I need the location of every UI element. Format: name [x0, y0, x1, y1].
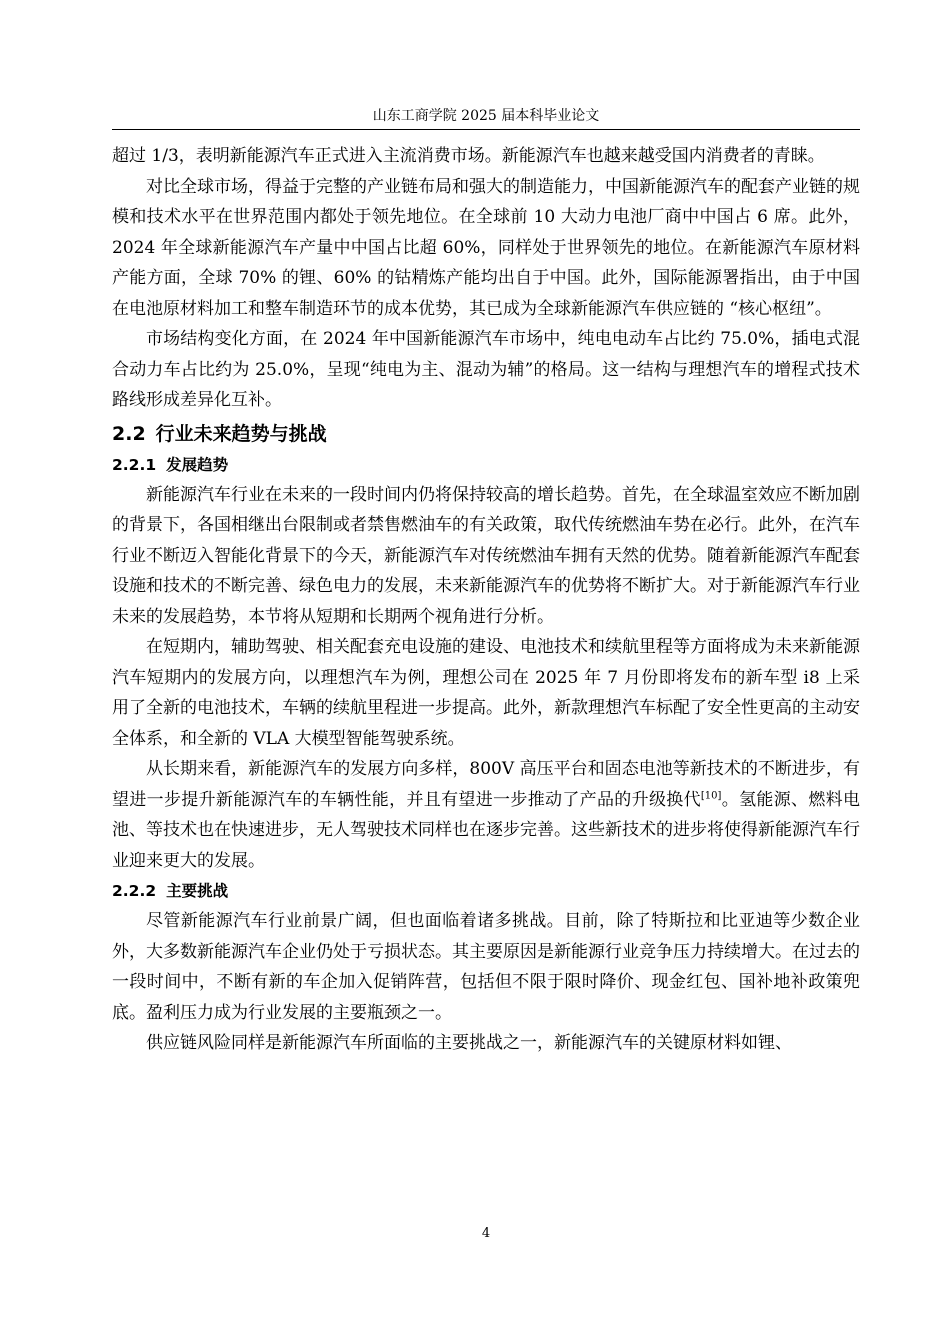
paragraph-6 — [112, 754, 860, 876]
paragraph-5: 在短期内，辅助驾驶、相关配套充电设施的建设、电池技术和续航里程等方面将成为未来新能源汽车短期内的发展方向，以理想汽车为例，理想公司在 2025 年 7 月份即将发布的新车型 i8 上采用了全新的电池技术，车辆的续航里程进一步提高。此外，新款理想汽车标配了安全性更高的主动安全体系，和全新的 VLA 大模型智能驾驶系统。 — [112, 637, 860, 749]
paragraph-4: 新能源汽车行业在未来的一段时间内仍将保持较高的增长趋势。首先，在全球温室效应不断加剧的背景下，各国相继出台限制或者禁售燃油车的有关政策，取代传统燃油车势在必行。此外，在汽车行业不断迈入智能化背景下的今天，新能源汽车对传统燃油车拥有天然的优势。随着新能源汽车配套设施和技术的不断完善、绿色电力的发展，未来新能源汽车的优势将不断扩大。对于新能源汽车行业未来的发展趋势，本节将从短期和长期两个视角进行分析。 — [112, 484, 860, 627]
paragraph-6-main: 从长期来看，新能源汽车的发展方向多样，800V 高压平台和固态电池等新技术的不断进步，有望进一步提升新能源汽车的车辆性能，并且有望进一步推动了产品的升级换代 — [112, 759, 860, 810]
subsection-number: 2.2.1 — [112, 455, 157, 474]
subsection-heading-2-2-1 — [112, 450, 860, 480]
paragraph-1: 超过 1/3，表明新能源汽车正式进入主流消费市场。新能源汽车也越来越受国内消费者的青睐。 — [112, 146, 825, 166]
header-rule — [112, 129, 860, 130]
paragraph-8: 供应链风险同样是新能源汽车所面临的主要挑战之一，新能源汽车的关键原材料如锂、 — [146, 1033, 792, 1053]
subsection-title: 发展趋势 — [166, 455, 229, 474]
section-number: 2.2 — [112, 422, 146, 445]
paragraph-7: 尽管新能源汽车行业前景广阔，但也面临着诸多挑战。目前，除了特斯拉和比亚迪等少数企业外，大多数新能源汽车企业仍处于亏损状态。其主要原因是新能源行业竞争压力持续增大。在过去的一段时间中，不断有新的车企加入促销阵营，包括但不限于限时降价、现金红包、国补地补政策兜底。盈利压力成为行业发展的主要瓶颈之一。 — [112, 911, 860, 1023]
paragraph-2: 对比全球市场，得益于完整的产业链布局和强大的制造能力，中国新能源汽车的配套产业链的规模和技术水平在世界范围内都处于领先地位。在全球前 10 大动力电池厂商中中国占 6 席。此外，2024 年全球新能源汽车产量中中国占比超 60%，同样处于世界领先的地位。在新能源汽车原材料产能方面，全球 70% 的锂、60% 的钴精炼产能均出自于中国。此外，国际能源署指出，由于中国在电池原材料加工和整车制造环节的成本优势，其已成为全球新能源汽车供应链的 “核心枢纽”。 — [112, 176, 860, 319]
page-number: 4 — [481, 1226, 491, 1241]
section-heading-2-2 — [112, 418, 860, 450]
paragraph-6-tail: 。氢能源、燃料电池、等技术也在快速进步，无人驾驶技术同样也在逐步完善。这些新技术的进步将使得新能源汽车行业迎来更大的发展。 — [112, 789, 861, 871]
subsection-title: 主要挑战 — [166, 882, 229, 900]
citation-ref[interactable]: [10] — [700, 789, 722, 801]
subsection-heading-2-2-2 — [112, 876, 860, 906]
document-body — [112, 141, 860, 1059]
paragraph-3: 市场结构变化方面，在 2024 年中国新能源汽车市场中，纯电电动车占比约 75.0%，插电式混合动力车占比约为 25.0%，呈现“纯电为主、混动为辅”的格局。这一结构与理想汽车的增程式技术路线形成差异化互补。 — [112, 329, 860, 410]
subsection-number: 2.2.2 — [112, 882, 157, 900]
section-title: 行业未来趋势与挑战 — [155, 422, 327, 445]
page-header: 山东工商学院 2025 届本科毕业论文 — [372, 108, 600, 124]
